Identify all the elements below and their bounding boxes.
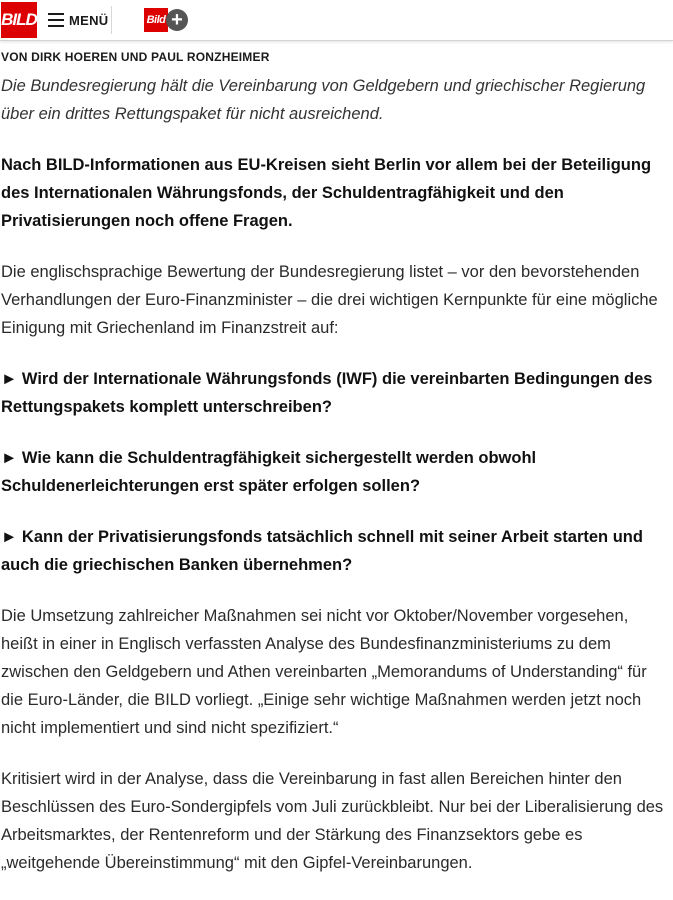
article-body <box>1 50 669 900</box>
article-paragraph: Die englischsprachige Bewertung der Bundesregierung listet – vor den bevorstehenden Verhandlungen der Euro-Finanzminister – die drei wichtigen Kernpunkte für eine mögliche Einigung mit Griechenland im Finanzstreit auf: <box>1 263 658 337</box>
bildplus-logo-icon: Bild <box>144 8 168 32</box>
article-paragraph: ► Kann der Privatisierungsfonds tatsächlich schnell mit seiner Arbeit starten und auch die griechischen Banken übernehmen? <box>1 528 643 574</box>
article-author: VON DIRK HOEREN UND PAUL RONZHEIMER <box>1 50 270 64</box>
top-navigation-bar <box>0 0 673 41</box>
article-paragraph: Kritisiert wird in der Analyse, dass die Vereinbarung in fast allen Bereichen hinter den Beschlüssen des Euro-Sondergipfels vom Juli zurückbleibt. Nur bei der Liberalisierung des Arbeitsmarktes, der Rentenreform und der Stärkung des Finanzsektors gebe es „weitgehende Übereinstimmung“ mit den Gipfel-Vereinbarungen. <box>1 770 664 872</box>
plus-icon: + <box>166 9 188 31</box>
header-divider <box>111 6 112 34</box>
menu-label: MENÜ <box>69 12 109 28</box>
article-paragraph: ► Wie kann die Schuldentragfähigkeit sichergestellt werden obwohl Schuldenerleichterungen erst später erfolgen sollen? <box>1 449 537 495</box>
menu-button[interactable] <box>48 9 108 31</box>
bild-logo[interactable]: BILD <box>1 2 37 38</box>
article-paragraph: ► Wird der Internationale Währungsfonds (IWF) die vereinbarten Bedingungen des Rettungspakets komplett unterschreiben? <box>1 370 653 416</box>
article-intro: Die Bundesregierung hält die Vereinbarung von Geldgebern und griechischer Regierung über ein drittes Rettungspaket für nicht ausreichend. <box>1 77 646 123</box>
hamburger-icon <box>48 13 64 27</box>
article-paragraph: Die Umsetzung zahlreicher Maßnahmen sei nicht vor Oktober/November vorgesehen, heißt in einer in Englisch verfassten Analyse des Bundesfinanzministeriums zu dem zwischen den Geldgebern und Athen vereinbarten „Memorandums of Understanding“ für die Euro-Länder, die BILD vorliegt. „Einige sehr wichtige Maßnahmen werden jetzt noch nicht implementiert und sind nicht spezifiziert.“ <box>1 607 647 737</box>
bildplus-button[interactable] <box>144 8 188 32</box>
article-paragraph: Nach BILD-Informationen aus EU-Kreisen sieht Berlin vor allem bei der Beteiligung des Internationalen Währungsfonds, der Schuldentragfähigkeit und den Privatisierungen noch offene Fragen. <box>1 156 652 230</box>
